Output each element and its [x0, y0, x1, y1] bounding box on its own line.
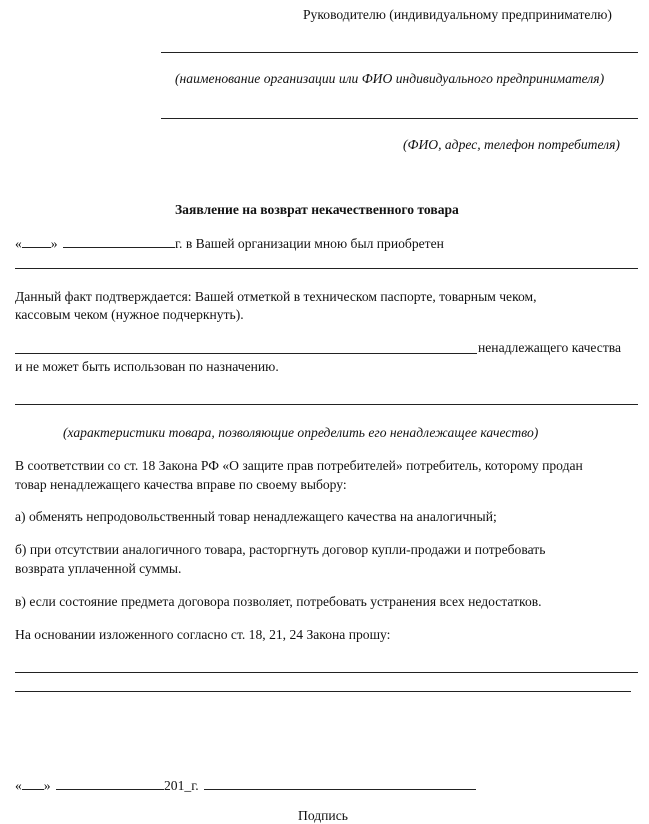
purchase-month-field[interactable] [63, 236, 175, 248]
recipient-label: Руководителю (индивидуальному предпринимателю) [303, 7, 612, 22]
request-text: На основании изложенного согласно ст. 18, 21, 24 Закона прошу: [15, 627, 391, 642]
consumer-info-field-line[interactable] [161, 118, 638, 119]
signature-label: Подпись [298, 808, 348, 823]
characteristics-hint: (характеристики товара, позволяющие определить его ненадлежащее качество) [63, 425, 539, 440]
document-title: Заявление на возврат некачественного товара [175, 202, 459, 217]
close-quote: » [50, 236, 58, 251]
purchase-day-field[interactable] [22, 236, 51, 248]
signature-field[interactable] [204, 778, 476, 790]
open-quote: « [15, 236, 22, 251]
consumer-info-hint: (ФИО, адрес, телефон потребителя) [403, 137, 620, 152]
option-b-line-2: возврата уплаченной суммы. [15, 561, 182, 576]
option-b-line-1: б) при отсутствии аналогичного товара, расторгнуть договор купли-продажи и потребовать [15, 542, 546, 557]
footer-open-quote: « [15, 778, 22, 793]
purchase-date-row [15, 236, 444, 251]
footer-close-quote: » [43, 778, 51, 793]
year-text: 201_г. [164, 778, 199, 793]
law-text-line-1: В соответствии со ст. 18 Закона РФ «О защите прав потребителей» потребитель, которому продан [15, 458, 583, 473]
request-field-line-1[interactable] [15, 672, 638, 673]
signature-date-row [15, 778, 476, 793]
quality-text: ненадлежащего качества [478, 340, 622, 355]
unusable-text: и не может быть использован по назначению. [15, 359, 279, 374]
confirmation-line-2: кассовым чеком (нужное подчеркнуть). [15, 307, 244, 322]
product-name-field-line[interactable] [15, 268, 638, 269]
law-text-line-2: товар ненадлежащего качества вправе по своему выбору: [15, 477, 347, 492]
characteristics-field-line[interactable] [15, 404, 638, 405]
option-c: в) если состояние предмета договора позволяет, потребовать устранения всех недостатков. [15, 594, 542, 609]
product-description-field-line[interactable] [15, 353, 477, 354]
org-name-hint: (наименование организации или ФИО индивидуального предпринимателя) [175, 71, 605, 86]
org-name-field-line[interactable] [161, 52, 638, 53]
confirmation-line-1: Данный факт подтверждается: Вашей отметкой в техническом паспорте, товарным чеком, [15, 289, 537, 304]
signature-day-field[interactable] [22, 778, 44, 790]
signature-month-field[interactable] [56, 778, 164, 790]
purchase-text: г. в Вашей организации мною был приобретен [175, 236, 444, 251]
option-a: а) обменять непродовольственный товар ненадлежащего качества на аналогичный; [15, 509, 497, 524]
request-field-line-2[interactable] [15, 691, 631, 692]
